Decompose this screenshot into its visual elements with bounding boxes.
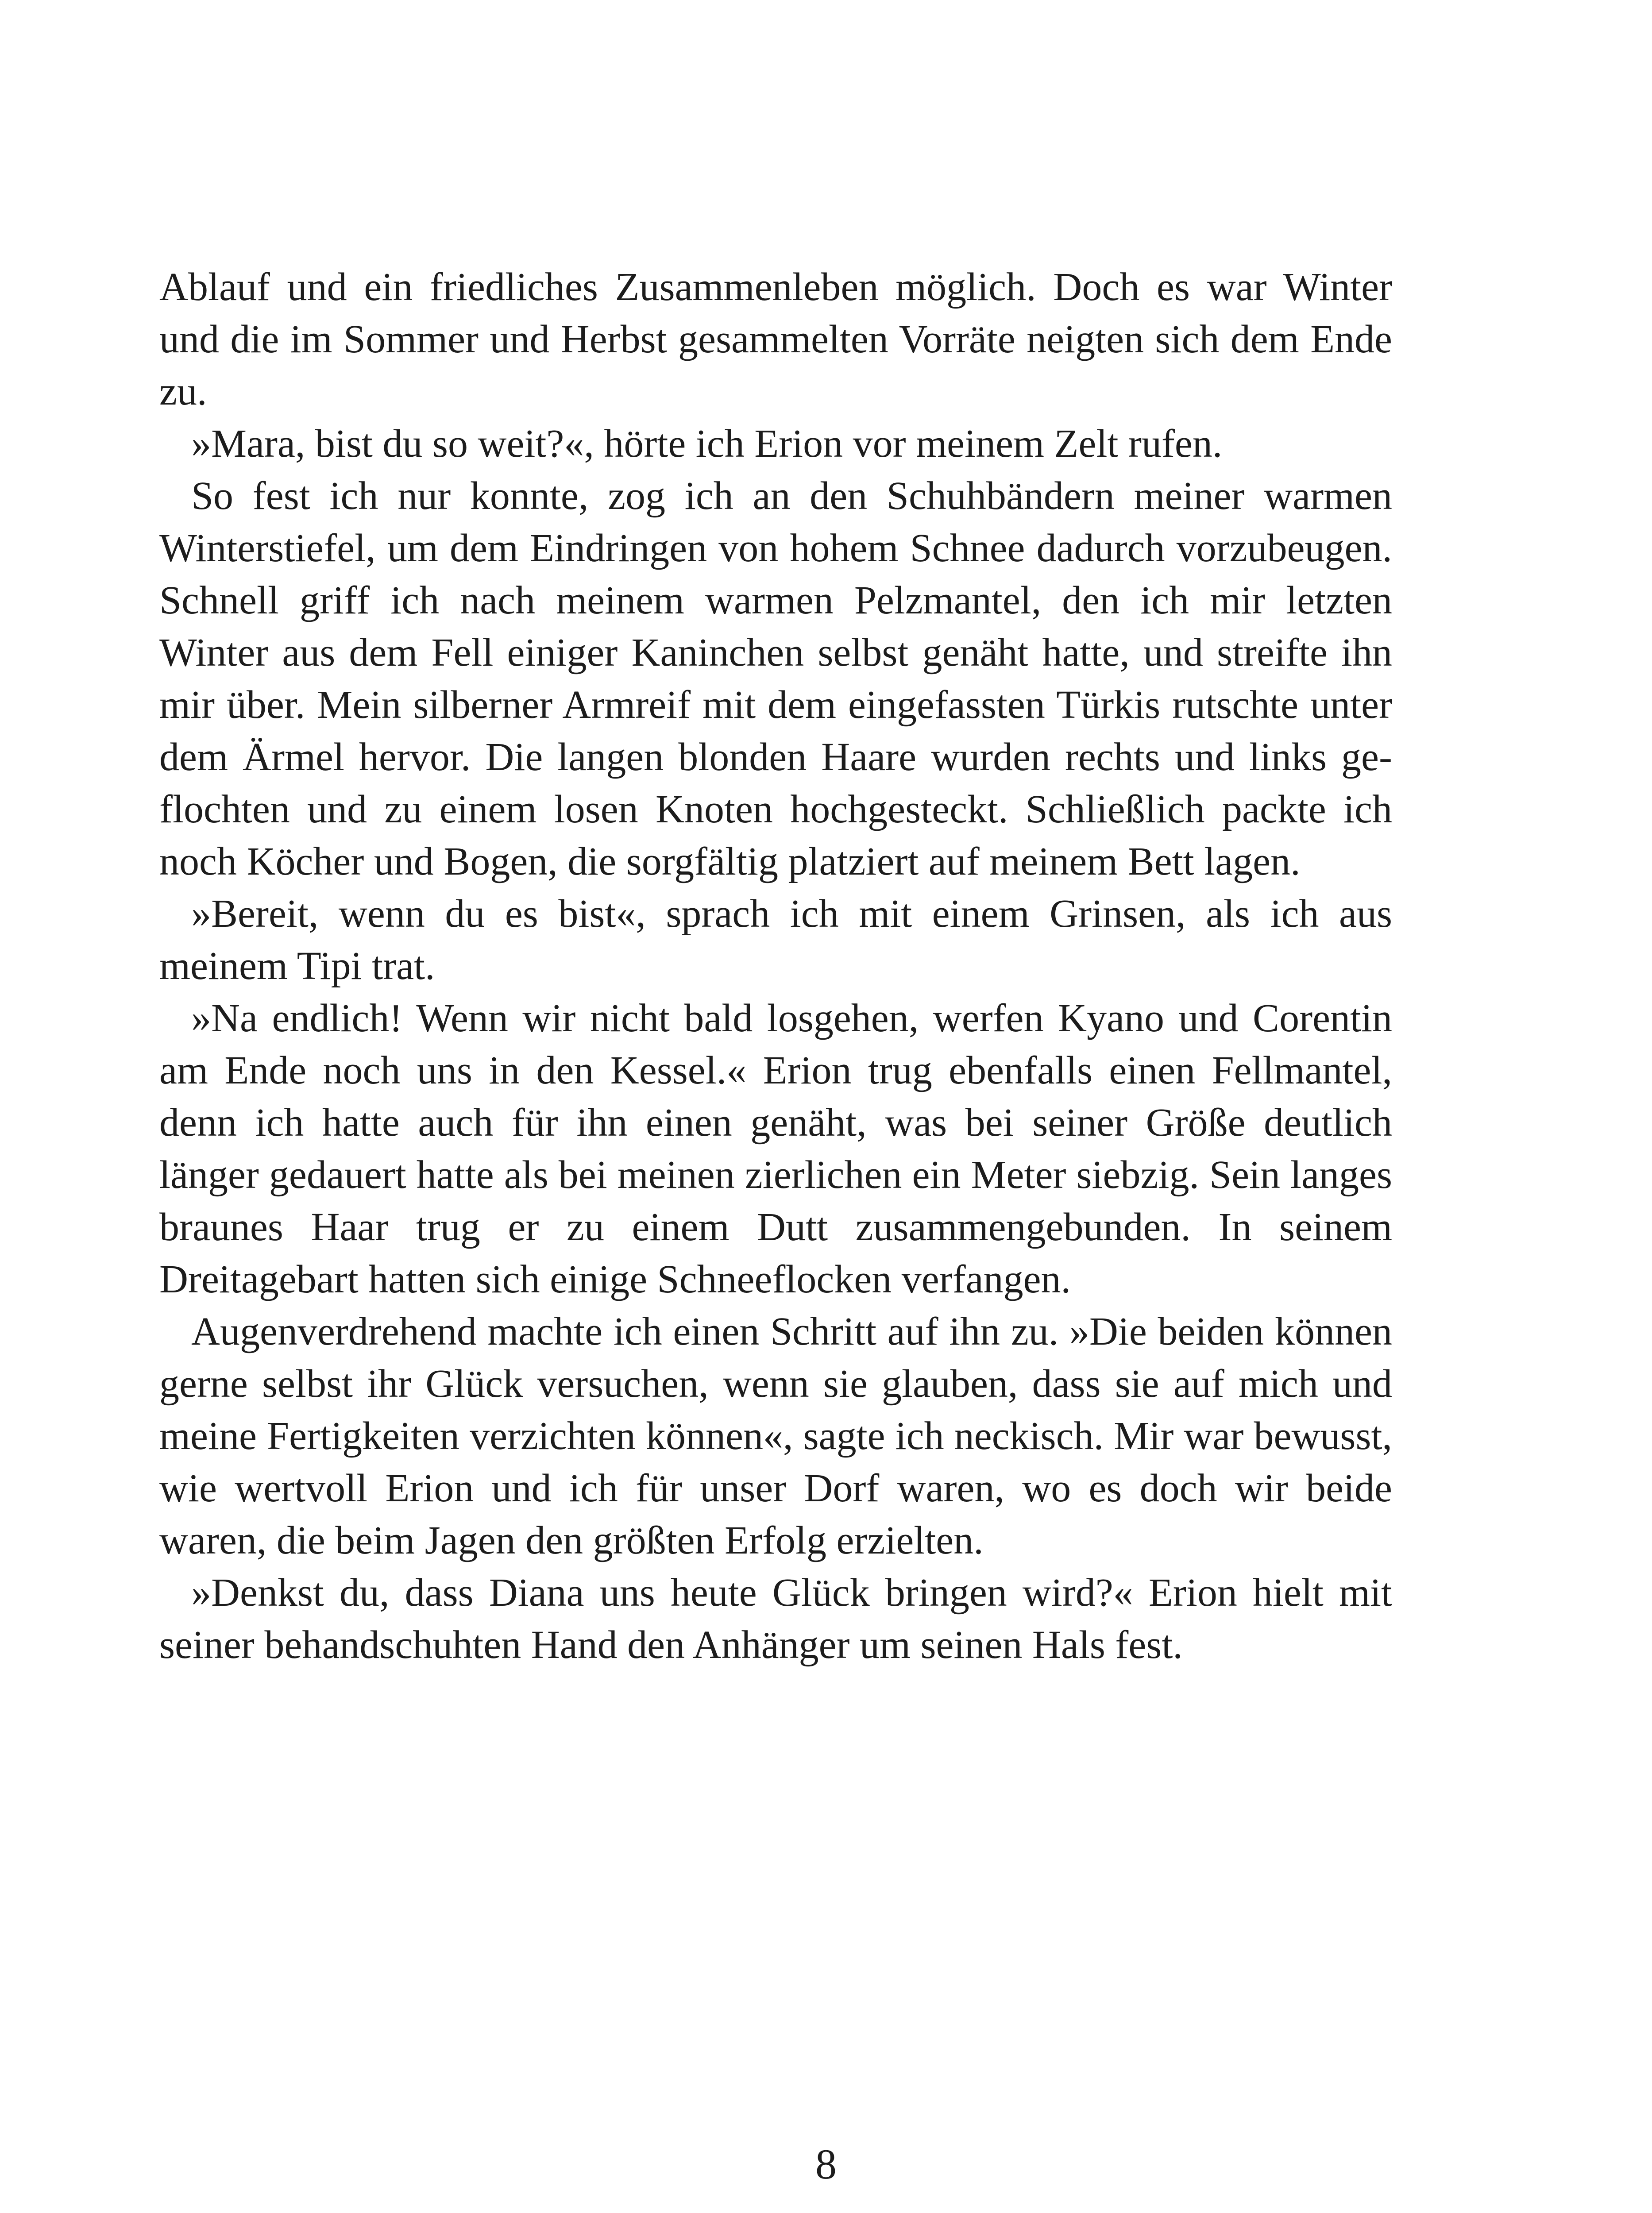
paragraph-4: »Bereit, wenn du es bist«, sprach ich mit einem Grinsen, als ich aus meinem Tipi trat. <box>159 892 1392 988</box>
page-number: 8 <box>815 2140 837 2188</box>
paragraph-5: »Na endlich! Wenn wir nicht bald losgehen, werfen Kyano und Corentin am Ende noch uns in den Kessel.« Erion trug ebenfalls einen Fellmantel, denn ich hatte auch für ihn einen genäht, was bei seiner Größe deutlich länger gedauert hatte als bei meinen zierlichen ein Meter siebzig. Sein langes braunes Haar trug er zu einem Dutt zusammengebunden. In seinem Dreitagebart hatten sich einige Schneeflocken verfangen. <box>159 996 1392 1301</box>
paragraph-2: »Mara, bist du so weit?«, hörte ich Erion vor meinem Zelt rufen. <box>191 422 1223 466</box>
paragraph-7: »Denkst du, dass Diana uns heute Glück bringen wird?« Erion hielt mit seiner behandschuhten Hand den Anhänger um seinen Hals fest. <box>159 1571 1392 1667</box>
paragraph-3: So fest ich nur konnte, zog ich an den Schuhbändern meiner warmen Winterstiefel, um dem Eindringen von hohem Schnee dadurch vorzubeugen. Schnell griff ich nach meinem warmen Pelzmantel, den ich mir letzten Winter aus dem Fell einiger Kaninchen selbst genäht hatte, und streifte ihn mir über. Mein silberner Armreif mit dem eingefassten Türkis rutschte unter dem Ärmel hervor. Die langen blonden Haare wurden rechts und links geflochten und zu einem losen Knoten hochgesteckt. Schließlich packte ich noch Köcher und Bogen, die sorgfältig platziert auf meinem Bett lagen. <box>159 474 1392 883</box>
body-text <box>159 261 1392 1671</box>
paragraph-6: Augenverdrehend machte ich einen Schritt auf ihn zu. »Die beiden können gerne selbst ihr Glück versuchen, wenn sie glauben, dass sie auf mich und meine Fertigkeiten verzichten können«, sagte ich neckisch. Mir war bewusst, wie wertvoll Erion und ich für unser Dorf waren, wo es doch wir beide waren, die beim Jagen den größten Erfolg erzielten. <box>159 1310 1392 1562</box>
paragraph-1: Ablauf und ein friedliches Zusammenleben möglich. Doch es war Winter und die im Sommer und Herbst gesammelten Vorräte neigten sich dem Ende zu. <box>159 265 1392 413</box>
